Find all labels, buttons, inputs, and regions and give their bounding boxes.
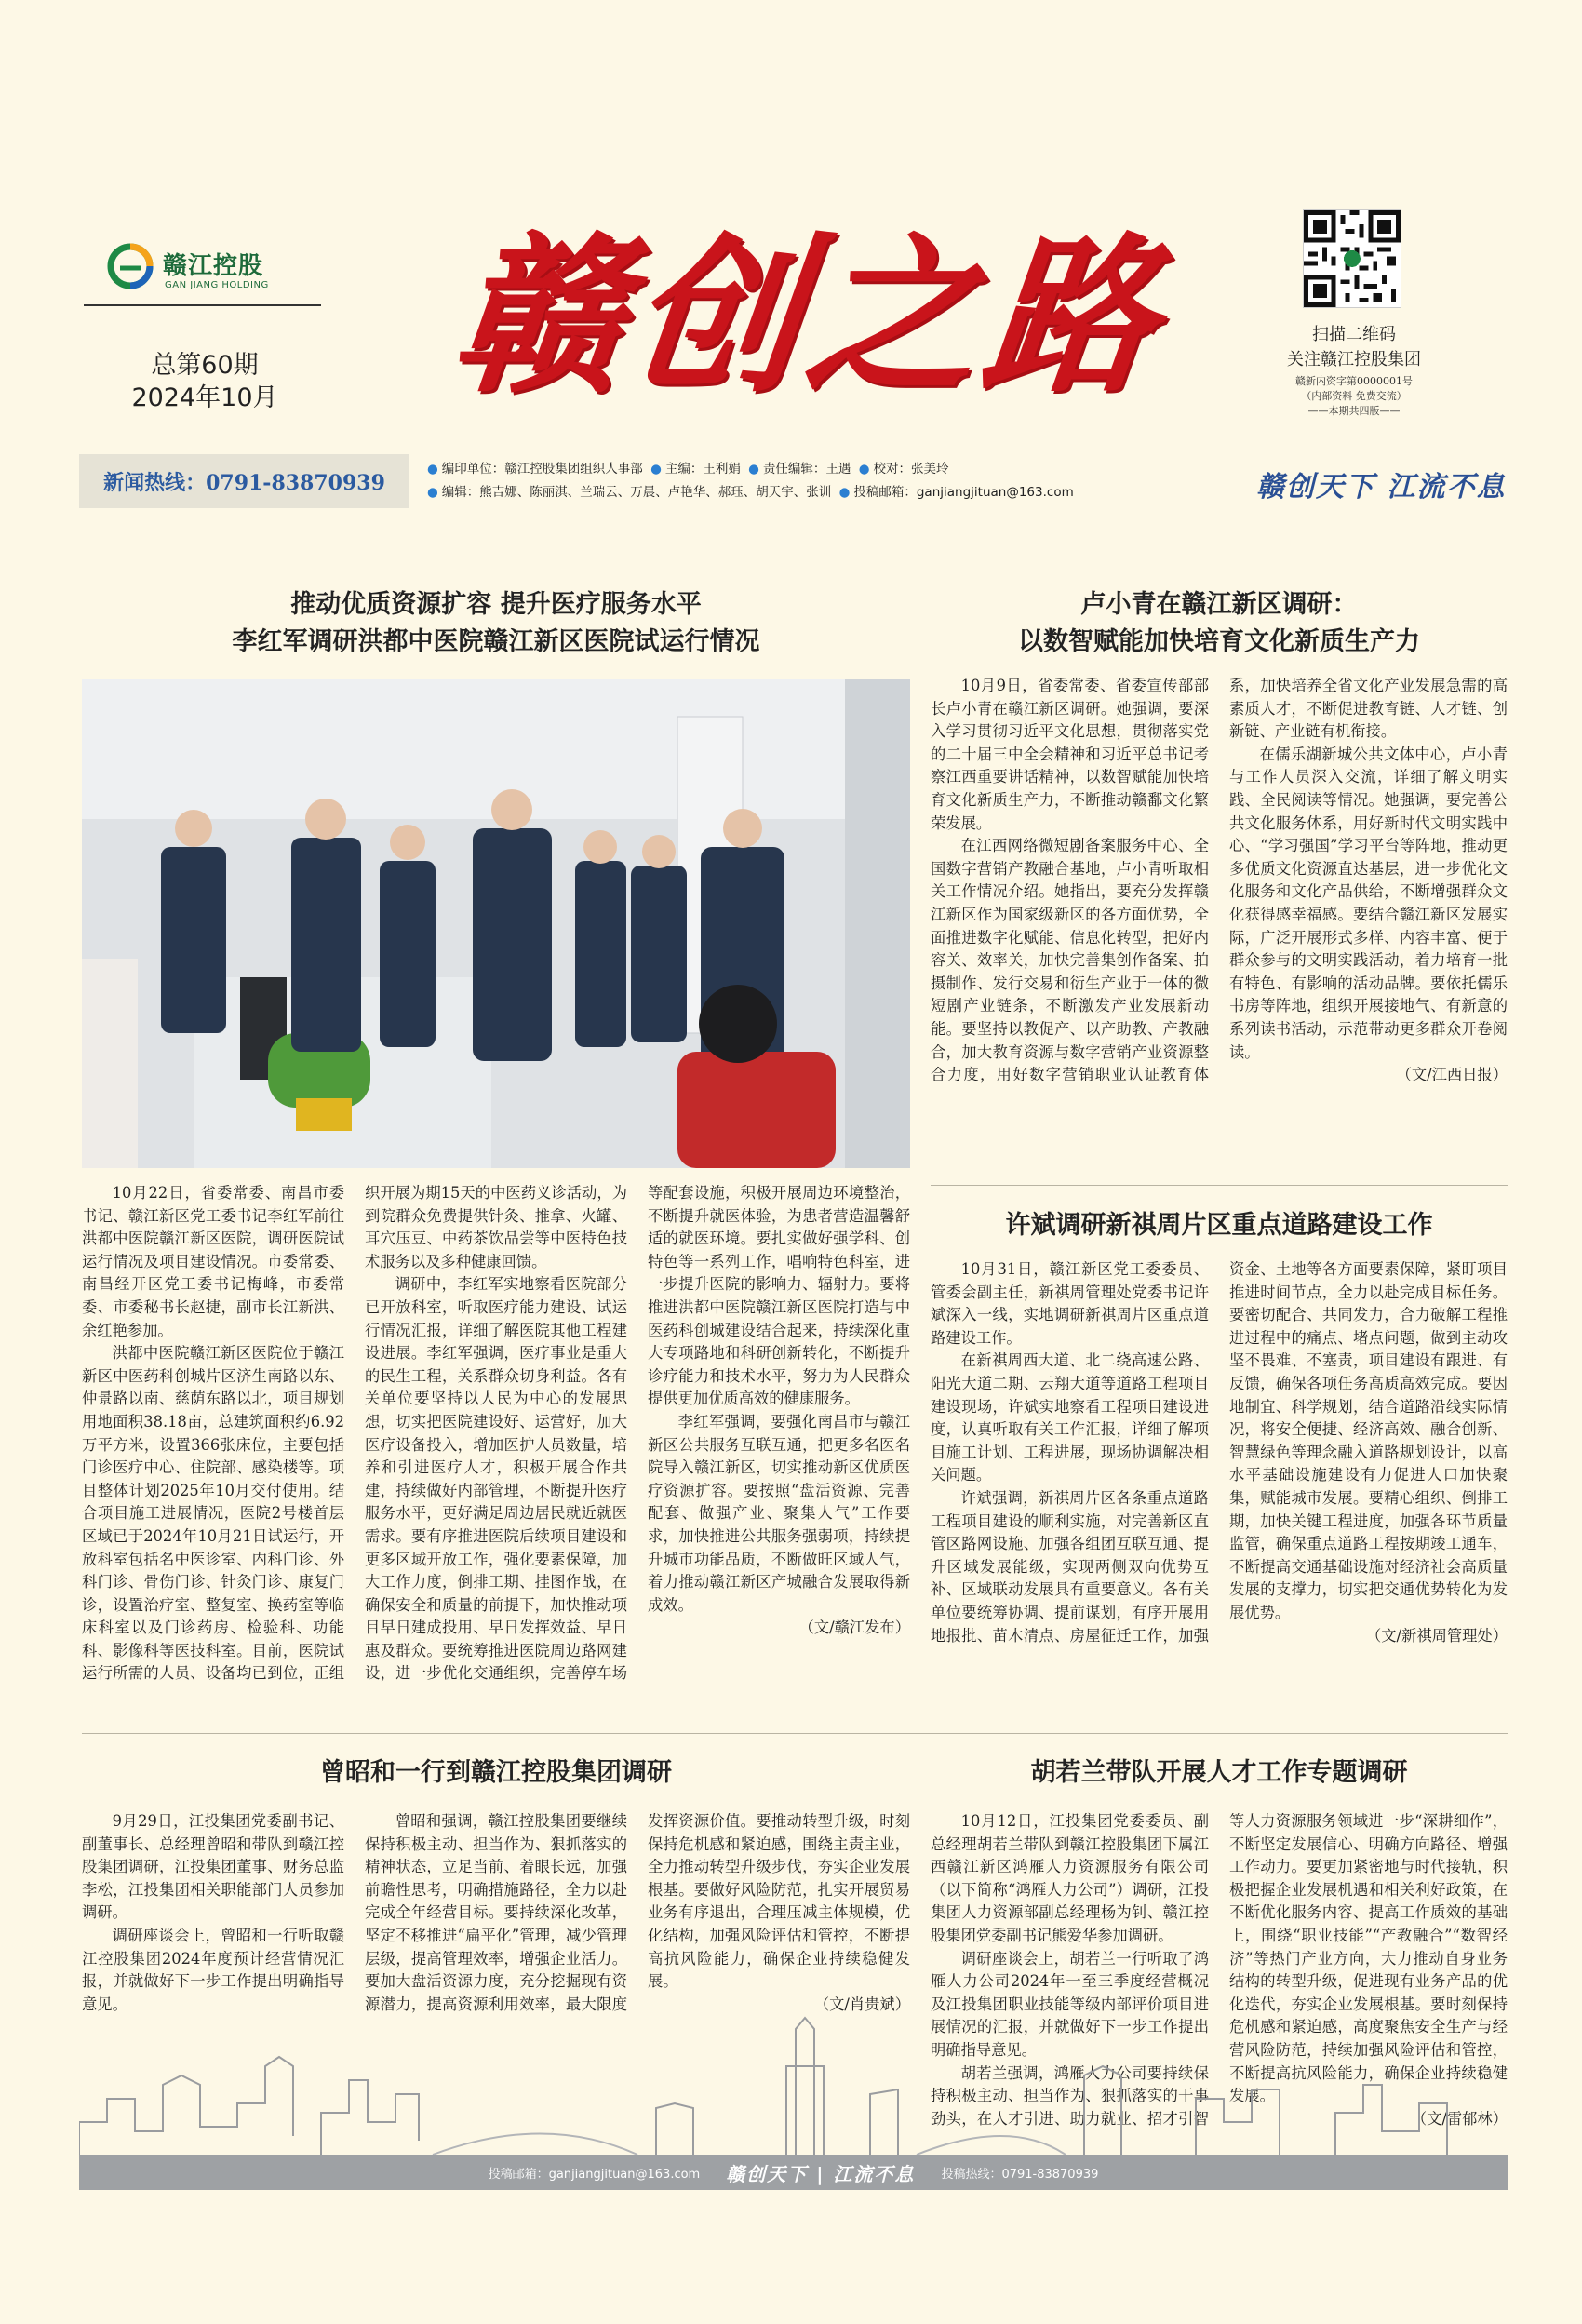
qr-caption-follow: 关注赣江控股集团 [1287, 350, 1421, 369]
publication-permit [1266, 374, 1442, 419]
article3-body [931, 1258, 1508, 1719]
proofreader: 校对：张美玲 [873, 462, 949, 477]
submission-email: 投稿邮箱：ganjiangjituan@163.com [853, 485, 1074, 500]
article3-paragraph: 许斌强调，新祺周片区各条重点道路工程项目建设的顺利实施，对完善新区直管区路网设施、加强各组团互联互通、提升区域发展能级，实现两侧双向优势互补、区域联动发展具有重要意义。各有关单位要统筹协调、提前谋划，有序开展用地报批、苗木清点、房屋征迁工作，加强资金、土地等各方面要素保障，紧盯项目推进时间节点，全力以赴完成目标任务。要密切配合、共同发力，合力破解工程推进过程中的痛点、堵点问题，做到主动攻坚不畏难、不塞责，项目建设有跟进、有反馈，确保各项任务高质高效完成。要因地制宜、科学规划，结合道路沿线实际情况，将安全便捷、经济高效、融合创新、智慧绿色等理念融入道路规划设计，以高水平基础设施建设有力促进人口加快聚集，赋能城市发展。要精心组织、倒排工期，加快关键工程进度，加强各环节质量监管，确保重点道路工程按期竣工通车，不断提高交通基础设施对经济社会高质量发展的支撑力，切实把交通优势转化为发展优势。 [931, 1260, 1508, 1645]
editorial-credits [423, 458, 1242, 504]
qr-code-icon [1303, 209, 1401, 308]
article5-paragraph: 10月12日，江投集团党委委员、副总经理胡若兰带队到赣江控股集团下属江西赣江新区鸿雁人力资源服务有限公司（以下简称“鸿雁人力公司”）调研，江投集团人力资源部副总经理杨为钊、赣江控股集团党委副书记熊爱华参加调研。 [931, 1812, 1209, 1944]
article1-paragraph: 10月22日，省委常委、南昌市委书记、赣江新区党工委书记李红军前往洪都中医院赣江新区医院，调研医院试运行情况及项目建设情况。市委常委、南昌经开区党工委书记梅峰，市委常委、市委秘书长赵捷，副市长江新洪、余红艳参加。 [82, 1184, 344, 1339]
article2-title-line2: 以数智赋能加快培育文化新质生产力 [1018, 627, 1420, 656]
editorial-row-1: ● 编印单位：赣江控股集团组织人事部 ● 主编：王利娟 ● 责任编辑：王遇 ● 校对：张美玲 [427, 462, 949, 477]
logo-text-en: GAN JIANG HOLDING [165, 280, 269, 290]
issue-date: 2024年10月 [131, 383, 278, 412]
internal-note: （内部资料 免费交流） [1301, 390, 1407, 402]
article1-paragraph: 洪都中医院赣江新区医院位于赣江新区中医药科创城片区济生南路以东、仲景路以南、慈荫东路以北，项目规划用地面积38.18亩，总建筑面积约6.92万平方米，设置366张床位，主要包括门诊医疗中心、住院部、感染楼等。项目整体计划2025年10月交付使用。结合项目施工进展情况，医院2号楼首层区域已于2024年10月21日试运行，开放科室包括名中医诊室、内科门诊、外科门诊、骨伤门诊、针灸门诊、康复门诊，设置治疗室、整复室、换药室等临床科室以及门诊药房、检验科、功能科、影像科等医技科室。目前，医院试运行所需的人员、设备均已到位，正组织开展为期15天的中医药义诊活动，为到院群众免费提供针灸、推拿、火罐、耳穴压豆、中药茶饮品尝等中医特色技术服务以及多种健康回馈。 [82, 1184, 627, 1683]
article2-credit: （文/江西日报） [1396, 1066, 1508, 1084]
article3-headline: 许斌调研新祺周片区重点道路建设工作 [1005, 1211, 1433, 1240]
info-bar [79, 454, 1508, 508]
slogan: 赣创天下 江流不息 [1256, 471, 1507, 504]
article3-paragraph: 在新祺周西大道、北二绕高速公路、阳光大道二期、云翔大道等道路工程项目建设现场，许斌实地察看工程项目建设进度，认真听取有关工作汇报，详细了解项目施工计划、工程进展，现场协调解决相关问题。 [931, 1351, 1209, 1484]
logo-icon [107, 243, 154, 289]
article4-paragraph: 曾昭和强调，赣江控股集团要继续保持积极主动、担当作为、狠抓落实的精神状态，立足当前、着眼长远，加强前瞻性思考，明确措施路径，全力以赴完成全年经营目标。要持续深化改革，坚定不移推进“扁平化”管理，减少管理层级，提高管理效率，增强企业活力。要加大盘活资源力度，充分挖掘现有资源潜力，提高资源利用效率，最大限度发挥资源价值。要推动转型升级，时刻保持危机感和紧迫感，围绕主责主业，全力推动转型升级步伐，夯实企业发展根基。要做好风险防范，扎实开展贸易业务有序退出，合理压减主体规模，优化结构，加强风险评估和管控，不断提高抗风险能力，确保企业持续稳健发展。 [365, 1812, 910, 2013]
article4-paragraph: 9月29日，江投集团党委副书记、副董事长、总经理曾昭和带队到赣江控股集团调研，江投集团董事、财务总监李松，江投集团相关职能部门人员参加调研。 [82, 1812, 344, 1922]
article5-paragraph: 胡若兰强调，鸿雁人力公司要持续保持积极主动、担当作为、狠抓落实的干事劲头，在人才引进、助力就业、招才引智等人力资源服务领域进一步“深耕细作”，不断坚定发展信心、明确方向路径、增强工作动力。要更加紧密地与时代接轨，积极把握企业发展机遇和相关利好政策，在不断优化服务内容、提高工作质效的基础上，围绕“职业技能”“产教融合”“数智经济”等热门产业方向，大力推动自身业务结构的转型升级，促进现有业务产品的优化迭代，夯实企业发展根基。要时刻保持危机感和紧迫感，高度聚焦安全生产与经营风险防范，持续加强风险评估和管控，不断提高抗风险能力，确保企业持续稳健发展。 [931, 1812, 1508, 2128]
article2-headline [931, 586, 1508, 661]
article1-paragraph: 李红军强调，要强化南昌市与赣江新区公共服务互联互通，把更多名医名院导入赣江新区，切实推动新区优质医疗资源扩容。要按照“盘活资源、完善配套、做强产业、聚集人气”工作要求，加快推进公共服务强弱项，持续提升城市功能品质，不断做旺区域人气，着力推动赣江新区产城融合发展取得新成效。 [648, 1412, 910, 1614]
article4-headline: 曾昭和一行到赣江控股集团调研 [320, 1758, 672, 1787]
article5-credit: （文/雷郁林） [1411, 2109, 1508, 2128]
city-skyline-illustration [79, 2010, 1508, 2155]
article1-photo [82, 679, 910, 1168]
editorial-row-2: ● 编辑：熊吉娜、陈丽淇、兰瑞云、万晨、卢艳华、郝珏、胡天宇、张训 ● 投稿邮箱：ganjiangjituan@163.com [427, 485, 1074, 500]
article3-paragraph: 10月31日，赣江新区党工委委员、管委会副主任，新祺周管理处党委书记许斌深入一线，实地调研新祺周片区重点道路建设工作。 [931, 1260, 1209, 1347]
article4-body [82, 1810, 910, 2029]
news-hotline: 新闻热线：0791-83870939 [79, 454, 409, 508]
article1-credit: （文/赣江发布） [798, 1619, 910, 1637]
masthead-title: 赣创之路 [444, 215, 1173, 415]
footer-slogan: 赣创天下 | 江流不息 [726, 2162, 916, 2185]
editors-list: 编辑：熊吉娜、陈丽淇、兰瑞云、万晨、卢艳华、郝珏、胡天宇、张训 [441, 485, 832, 500]
permit-number: 赣新内资字第0000001号 [1295, 375, 1413, 387]
article2-paragraph: 10月9日，省委常委、省委宣传部部长卢小青在赣江新区调研。她强调，要深入学习贯彻习近平文化思想，贯彻落实党的二十届三中全会精神和习近平总书记考察江西重要讲话精神，以数智赋能加快培育文化新质生产力，不断推动赣鄱文化繁荣发展。 [931, 677, 1209, 832]
qr-caption-scan: 扫描二维码 [1312, 325, 1396, 344]
hospital-visit-photo [82, 679, 910, 1168]
article1-paragraph: 调研中，李红军实地察看医院部分已开放科室，听取医疗能力建设、试运行情况汇报，详细了解医院其他工程建设进展。李红军强调，医疗事业是重大的民生工程，关系群众切身利益。各有关单位要坚持以人民为中心的发展思想，切实把医院建设好、运营好，加大医疗设备投入，增加医护人员数量，培养和引进医疗人才，积极开展合作共建，持续做好内部管理，不断提升医疗服务水平，更好满足周边居民就近就医需求。要有序推进医院后续项目建设和更多区域开放工作，强化要素保障，加大工作力度，倒排工期、挂图作战，在确保安全和质量的前提下，加快推动项目早日建成投用、早日发挥效益、早日惠及群众。要统筹推进医院周边路网建设，进一步优化交通组织，完善停车场等配套设施，积极开展周边环境整治，不断提升就医体验，为患者营造温馨舒适的就医环境。要扎实做好强学科、创特色等一系列工作，唱响特色科室，进一步提升医院的影响力、辐射力。要将推进洪都中医院赣江新区医院打造与中医药科创城建设结合起来，持续深化重大专项路地和科研创新转化，不断提升诊疗能力和技术水平，努力为人民群众提供更加优质高效的健康服务。 [365, 1184, 910, 1683]
section-divider [931, 1185, 1508, 1186]
section-divider [82, 1733, 1508, 1734]
article2-body [931, 675, 1508, 1175]
company-logo [88, 237, 321, 302]
article2-paragraph: 在江西网络微短剧备案服务中心、全国数字营销产教融合基地，卢小青听取相关工作情况介绍。她指出，要充分发挥赣江新区作为国家级新区的各方面优势，全面推进数字化赋能、信息化转型，把好内容关、效率关，加快完善集创作备案、拍摄制作、发行交易和衍生产业于一体的微短剧产业链条，不断激发产业发展新动能。要坚持以教促产、以产助教、产教融合，加大教育资源与数字营销产业资源整合力度，用好数字营销职业认证教育体系，加快培养全省文化产业发展急需的高素质人才，不断促进教育链、人才链、创新链、产业链有机衔接。 [931, 677, 1508, 1084]
publisher-unit: 编印单位：赣江控股集团组织人事部 [441, 462, 643, 477]
article1-headline [82, 586, 910, 661]
header-rule [84, 304, 321, 306]
issue-number: 总第60期 [151, 351, 259, 380]
masthead [354, 195, 1266, 415]
article5-paragraph: 调研座谈会上，胡若兰一行听取了鸿雁人力公司2024年一至三季度经营概况及江投集团职业技能等级内部评价项目进展情况的汇报，并就做好下一步工作提出明确指导意见。 [931, 1949, 1209, 2059]
article2-title-line1: 卢小青在赣江新区调研： [1080, 590, 1358, 619]
footer-hotline: 投稿热线：0791-83870939 [941, 2167, 1099, 2182]
footer-bar [79, 2155, 1508, 2190]
article1-body [82, 1182, 910, 1717]
article4-credit: （文/肖贵斌） [813, 1995, 910, 2013]
article2-paragraph: 在儒乐湖新城公共文体中心，卢小青与工作人员深入交流，详细了解文明实践、全民阅读等情况。她强调，要完善公共文化服务体系，用好新时代文明实践中心、“学习强国”学习平台等阵地，推动更多优质文化资源直达基层，进一步优化文化服务和文化产品供给，不断增强群众文化获得感幸福感。要结合赣江新区发展实际，广泛开展形式多样、内容丰富、便于群众参与的文明实践活动，着力培育一批有特色、有影响的活动品牌。要依托儒乐书房等阵地，组织开展接地气、有新意的系列读书活动，示范带动更多群众开卷阅读。 [1229, 745, 1508, 1061]
logo-text-cn: 赣江控股 [163, 252, 264, 280]
article4-paragraph: 调研座谈会上，曾昭和一行听取赣江控股集团2024年度预计经营情况汇报，并就做好下一步工作提出明确指导意见。 [82, 1926, 344, 2013]
page-count: ——本期共四版—— [1307, 405, 1401, 417]
article5-headline: 胡若兰带队开展人才工作专题调研 [1030, 1758, 1408, 1787]
article3-credit: （文/新祺周管理处） [1365, 1626, 1508, 1645]
responsible-editor: 责任编辑：王遇 [762, 462, 851, 477]
chief-editor: 主编：王利娟 [664, 462, 741, 477]
article1-title-line2: 李红军调研洪都中医院赣江新区医院试运行情况 [232, 627, 760, 656]
article1-title-line1: 推动优质资源扩容 提升医疗服务水平 [290, 590, 702, 619]
footer-email: 投稿邮箱：ganjiangjituan@163.com [488, 2167, 701, 2182]
